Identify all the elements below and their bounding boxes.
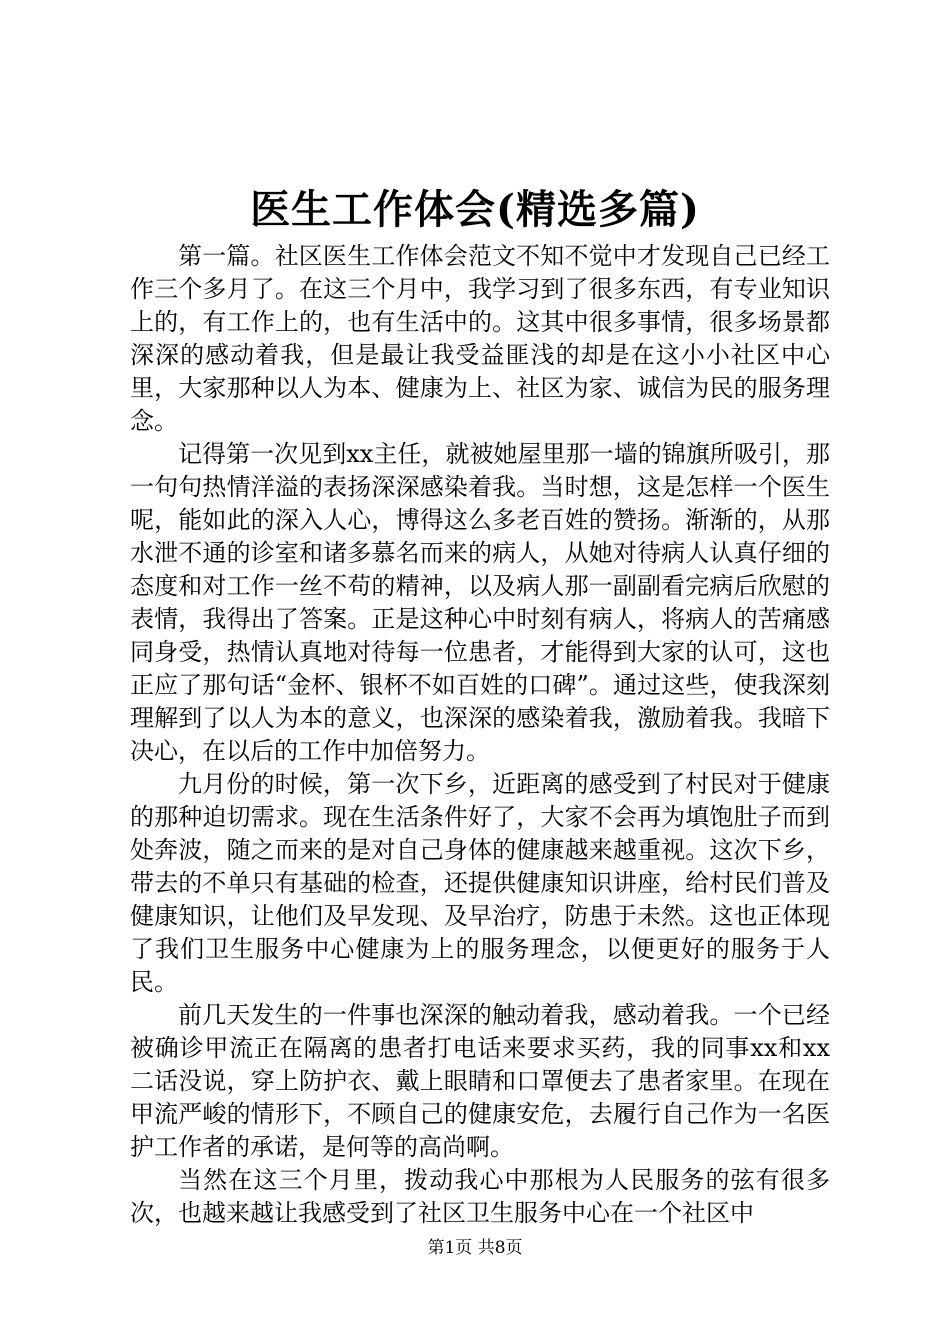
document-title: 医生工作体会(精选多篇): [250, 186, 700, 233]
paragraph-5: 当然在这三个月里，拨动我心中那根为人民服务的弦有很多次，也越来越让我感受到了社区卫生服务中心在一个社区中: [130, 1166, 830, 1227]
paragraph-4: 前几天发生的一件事也深深的触动着我，感动着我。一个已经被确诊甲流正在隔离的患者打电话来要求买药，我的同事xx和xx二话没说，穿上防护衣、戴上眼睛和口罩便去了患者家里。在现在甲流严峻的情形下，不顾自己的健康安危，去履行自己作为一名医护工作者的承诺，是何等的高尚啊。: [130, 1001, 830, 1161]
paragraph-3: 九月份的时候，第一次下乡，近距离的感受到了村民对于健康的那种迫切需求。现在生活条件好了，大家不会再为填饱肚子而到处奔波，随之而来的是对自己身体的健康越来越重视。这次下乡，带去的不单只有基础的检查，还提供健康知识讲座，给村民们普及健康知识，让他们及早发现、及早治疗，防患于未然。这也正体现了我们卫生服务中心健康为上的服务理念，以便更好的服务于人民。: [130, 770, 830, 996]
document-body: [130, 240, 830, 1230]
page-footer: 第1页 共8页: [427, 1238, 523, 1258]
paragraph-2: 记得第一次见到xx主任，就被她屋里那一墙的锦旗所吸引，那一句句热情洋溢的表扬深深感染着我。当时想，这是怎样一个医生呢，能如此的深入人心，博得这么多老百姓的赞扬。渐渐的，从那水泄不通的诊室和诸多慕名而来的病人，从她对待病人认真仔细的态度和对工作一丝不苟的精神，以及病人那一副副看完病后欣慰的表情，我得出了答案。正是这种心中时刻有病人，将病人的苦痛感同身受，热情认真地对待每一位患者，才能得到大家的认可，这也正应了那句话“金杯、银杯不如百姓的口碑”。通过这些，使我深刻理解到了以人为本的意义，也深深的感染着我，激励着我。我暗下决心，在以后的工作中加倍努力。: [130, 440, 830, 765]
paragraph-1: 第一篇。社区医生工作体会范文不知不觉中才发现自己已经工作三个多月了。在这三个月中，我学习到了很多东西，有专业知识上的，有工作上的，也有生活中的。这其中很多事情，很多场景都深深的感动着我，但是最让我受益匪浅的却是在这小小社区中心里，大家那种以人为本、健康为上、社区为家、诚信为民的服务理念。: [130, 242, 830, 435]
